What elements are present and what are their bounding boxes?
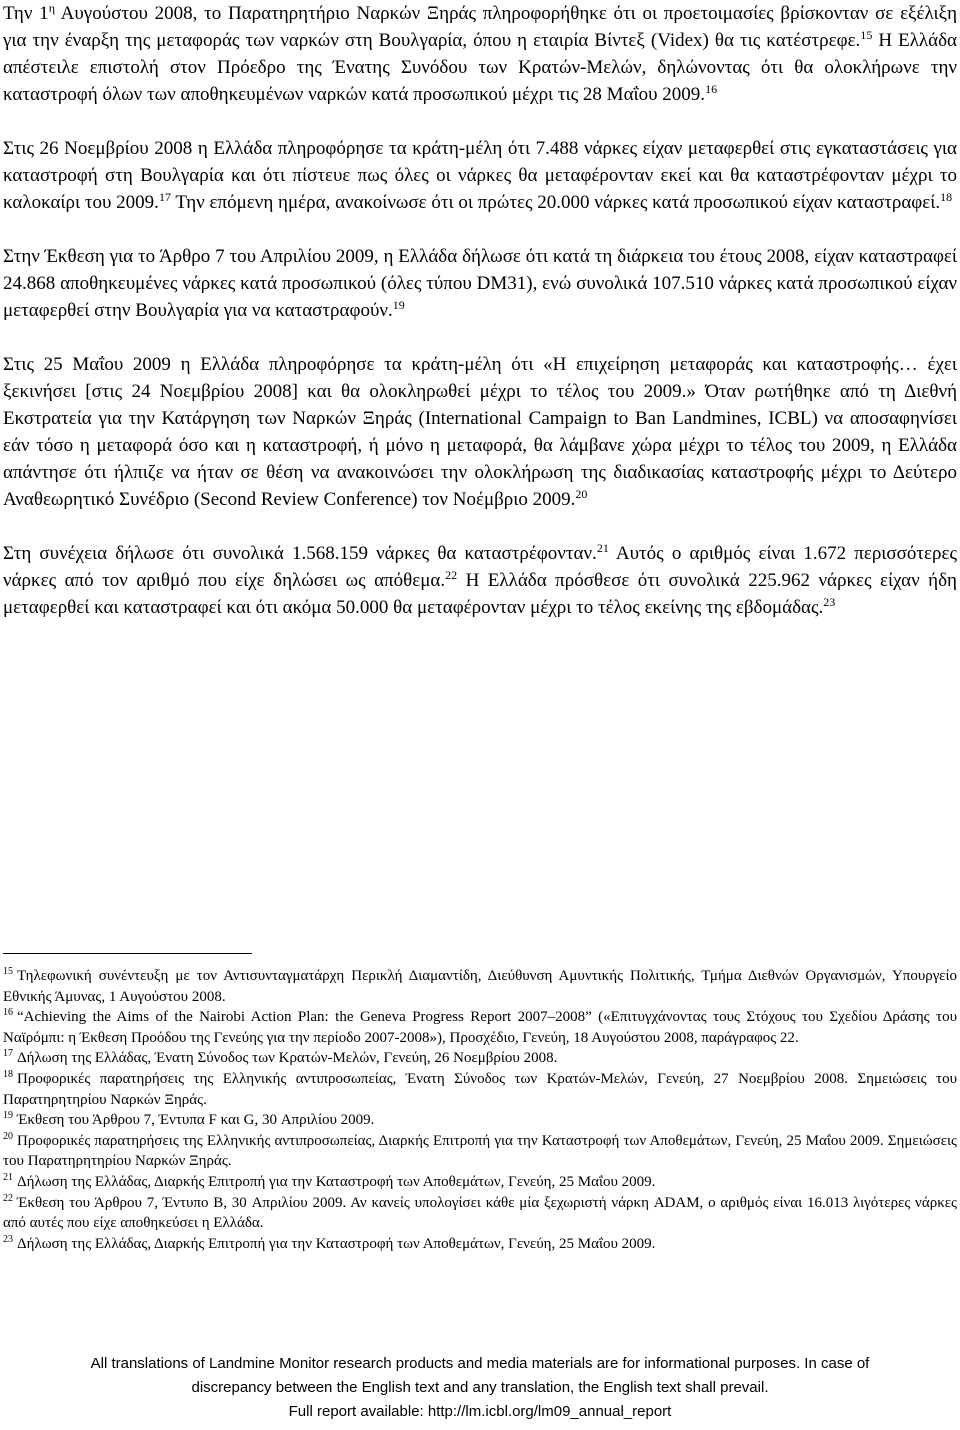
paragraph-text: Την επόμενη ημέρα, ανακοίνωσε ότι οι πρώτες 20.000 νάρκες κατά προσωπικού είχαν καταστραφεί.: [170, 192, 941, 213]
footnote-number: 18: [3, 1068, 13, 1080]
footnote-text: Έκθεση του Άρθρου 7, Έντυπο B, 30 Απριλίου 2009. Αν κανείς υπολογίσει κάθε μία ξεχωριστή νάρκη ADAM, ο αριθμός είναι 16.013 λιγότερες νάρκες από αυτές που είχε αποθηκεύσει η Ελλάδα.: [3, 1194, 957, 1232]
paragraph-text: Στις 25 Μαΐου 2009 η Ελλάδα πληροφόρησε τα κράτη-μέλη ότι «Η επιχείρηση μεταφοράς και καταστροφής… έχει ξεκινήσει [στις 24 Νοεμβρίου 2008] και θα ολοκληρωθεί μέχρι το τέλος του 2009.» Όταν ρωτήθηκε από τη Διεθνή Εκστρατεία για την Κατάργηση των Ναρκών Ξηράς (International Campaign to Ban Landmines, ICBL) να αποσαφηνίσει εάν τόσο η μεταφορά όσο και η καταστροφή, ή μόνο η μεταφορά, θα λάμβανε χώρα μέχρι το τέλος του 2009, η Ελλάδα απάντησε ότι ήλπιζε να ήταν σε θέση να ανακοινώσει την ολοκλήρωση της διαδικασίας καταστροφής μέχρι το Δεύτερο Αναθεωρητικό Συνέδριο (Second Review Conference) τον Νοέμβριο 2009.: [3, 354, 957, 510]
footnote-text: Έκθεση του Άρθρου 7, Έντυπα F και G, 30 Απριλίου 2009.: [17, 1112, 375, 1129]
footnote-text: Δήλωση της Ελλάδας, Διαρκής Επιτροπή για την Καταστροφή των Αποθεμάτων, Γενεύη, 25 Μαΐου 2009.: [17, 1173, 656, 1190]
paragraph-text: Στην Έκθεση για το Άρθρο 7 του Απριλίου 2009, η Ελλάδα δήλωσε ότι κατά τη διάρκεια του έτους 2008, είχαν καταστραφεί 24.868 αποθηκευμένες νάρκες κατά προσωπικού (όλες τύπου DM31), ενώ συνολικά 107.510 νάρκες κατά προσωπικού είχαν μεταφερθεί στην Βουλγαρία για να καταστραφούν.: [3, 246, 957, 321]
footnote-number: 15: [3, 966, 13, 977]
paragraph-2: [3, 135, 957, 216]
footnote-22: [3, 1193, 957, 1234]
footnote-text: “Achieving the Aims of the Nairobi Action Plan: the Geneva Progress Report 2007–2008” («Επιτυγχάνοντας τους Στόχους του Σχεδίου Δράσης του Ναϊρόμπι: η Έκθεση Προόδου της Γενεύης για την περίοδο 2007-2008»), Προσχέδιο, Γενεύη, 18 Αυγούστου 2008, παράγραφος 22.: [3, 1009, 957, 1046]
footnote-separator: [3, 953, 252, 954]
paragraph-text: Την 1: [3, 3, 49, 24]
footnote-number: 20: [3, 1130, 13, 1142]
footnote-ref: 21: [596, 541, 609, 555]
paragraph-text: Στις 26 Νοεμβρίου 2008 η Ελλάδα πληροφόρησε τα κράτη-μέλη ότι 7.488 νάρκες είχαν μεταφερθεί στις εγκαταστάσεις για καταστροφή στη Βουλγαρία και ότι πίστευε πως όλες οι νάρκες θα μεταφέρονταν εκεί και θα καταστρέφονταν μέχρι το καλοκαίρι του 2009.: [3, 138, 957, 213]
footnote-ref: 18: [940, 190, 953, 204]
paragraph-text: Η Ελλάδα απέστειλε επιστολή στον Πρόεδρο της Ένατης Συνόδου των Κρατών-Μελών, δηλώνοντας ότι θα ολοκλήρωνε την καταστροφή όλων των αποθηκευμένων ναρκών κατά προσωπικού μέχρι τις 28 Μαΐου 2009.: [3, 30, 957, 105]
footnote-text: Προφορικές παρατηρήσεις της Ελληνικής αντιπροσωπείας, Διαρκής Επιτροπή για την Καταστροφή των Αποθεμάτων, Γενεύη, 25 Μαΐου 2009. Σημειώσεις του Παρατηρητηρίου Ναρκών Ξηράς.: [3, 1132, 957, 1170]
paragraph-text: Στη συνέχεια δήλωσε ότι συνολικά 1.568.159 νάρκες θα καταστρέφονταν.: [3, 543, 597, 564]
paragraph-1: [3, 0, 957, 108]
paragraph-text: Η Ελλάδα πρόσθεσε ότι συνολικά 225.962 νάρκες είχαν ήδη μεταφερθεί και καταστραφεί και ότι ακόμα 50.000 θα μεταφέρονταν μέχρι το τέλος εκείνης της εβδομάδας.: [3, 570, 957, 618]
footnote-number: 23: [3, 1233, 13, 1245]
footnote-ref: 23: [823, 595, 836, 609]
footnote-text: Προφορικές παρατηρήσεις της Ελληνικής αντιπροσωπείας, Ένατη Σύνοδος των Κρατών-Μελών, Γενεύη, 27 Νοεμβρίου 2008. Σημειώσεις του Παρατηρητηρίου Ναρκών Ξηράς.: [3, 1070, 957, 1108]
paragraph-text: Αυγούστου 2008, το Παρατηρητήριο Ναρκών Ξηράς πληροφορήθηκε ότι οι προετοιμασίες βρίσκονταν σε εξέλιξη για την έναρξη της μεταφοράς των ναρκών στη Βουλγαρία, όπου η εταιρία Βίντεξ (Videx) θα τις κατέστρεφε.: [3, 3, 958, 51]
footnote-text: Δήλωση της Ελλάδας, Διαρκής Επιτροπή για την Καταστροφή των Αποθεμάτων, Γενεύη, 25 Μαΐου 2009.: [17, 1235, 656, 1252]
footnote-17: [3, 1048, 957, 1069]
paragraph-5: [3, 540, 957, 621]
footnotes: [3, 966, 957, 1254]
footnote-ref: 17: [158, 190, 171, 204]
footnote-text: Δήλωση της Ελλάδας, Ένατη Σύνοδος των Κρατών-Μελών, Γενεύη, 26 Νοεμβρίου 2008.: [17, 1050, 558, 1067]
footnote-number: 19: [3, 1110, 13, 1122]
footnote-ref: 22: [445, 568, 458, 582]
footer-disclaimer-line-2: discrepancy between the English text and any translation, the English text shall prevail.: [191, 1379, 769, 1396]
body-text: [3, 0, 957, 648]
paragraph-4: [3, 351, 957, 513]
footer-disclaimer-line-1: All translations of Landmine Monitor research products and media materials are for informational purposes. In case of: [90, 1355, 870, 1372]
page-footer: [0, 1352, 960, 1424]
footer-report-link: Full report available: http://lm.icbl.org/lm09_annual_report: [288, 1403, 672, 1420]
footnote-number: 16: [3, 1007, 13, 1019]
footnote-number: 17: [3, 1048, 13, 1060]
footnote-23: [3, 1234, 957, 1255]
paragraph-text: Αυτός ο αριθμός είναι 1.672 περισσότερες νάρκες από τον αριθμό που είχε δηλώσει ως απόθεμα.: [3, 543, 957, 591]
footnote-ref: 15: [860, 28, 873, 42]
footnote-ref: 20: [575, 487, 588, 501]
footnote-20: [3, 1131, 957, 1172]
footnote-15: [3, 966, 957, 1007]
paragraph-3: [3, 243, 957, 324]
footnote-ref: 19: [392, 298, 405, 312]
footnote-number: 21: [3, 1171, 13, 1183]
footnote-ref: 16: [705, 82, 718, 96]
footnote-21: [3, 1172, 957, 1193]
footnote-text: Τηλεφωνική συνέντευξη με τον Αντισυνταγματάρχη Περικλή Διαμαντίδη, Διεύθυνση Αμυντικής Πολιτικής, Τμήμα Διεθνών Οργανισμών, Υπουργείο Εθνικής Άμυνας, 1 Αυγούστου 2008.: [3, 968, 957, 1005]
footnote-16: [3, 1007, 957, 1048]
footnote-18: [3, 1069, 957, 1110]
footnote-19: [3, 1110, 957, 1131]
ordinal-superscript: η: [48, 1, 55, 15]
footnote-number: 22: [3, 1192, 13, 1204]
